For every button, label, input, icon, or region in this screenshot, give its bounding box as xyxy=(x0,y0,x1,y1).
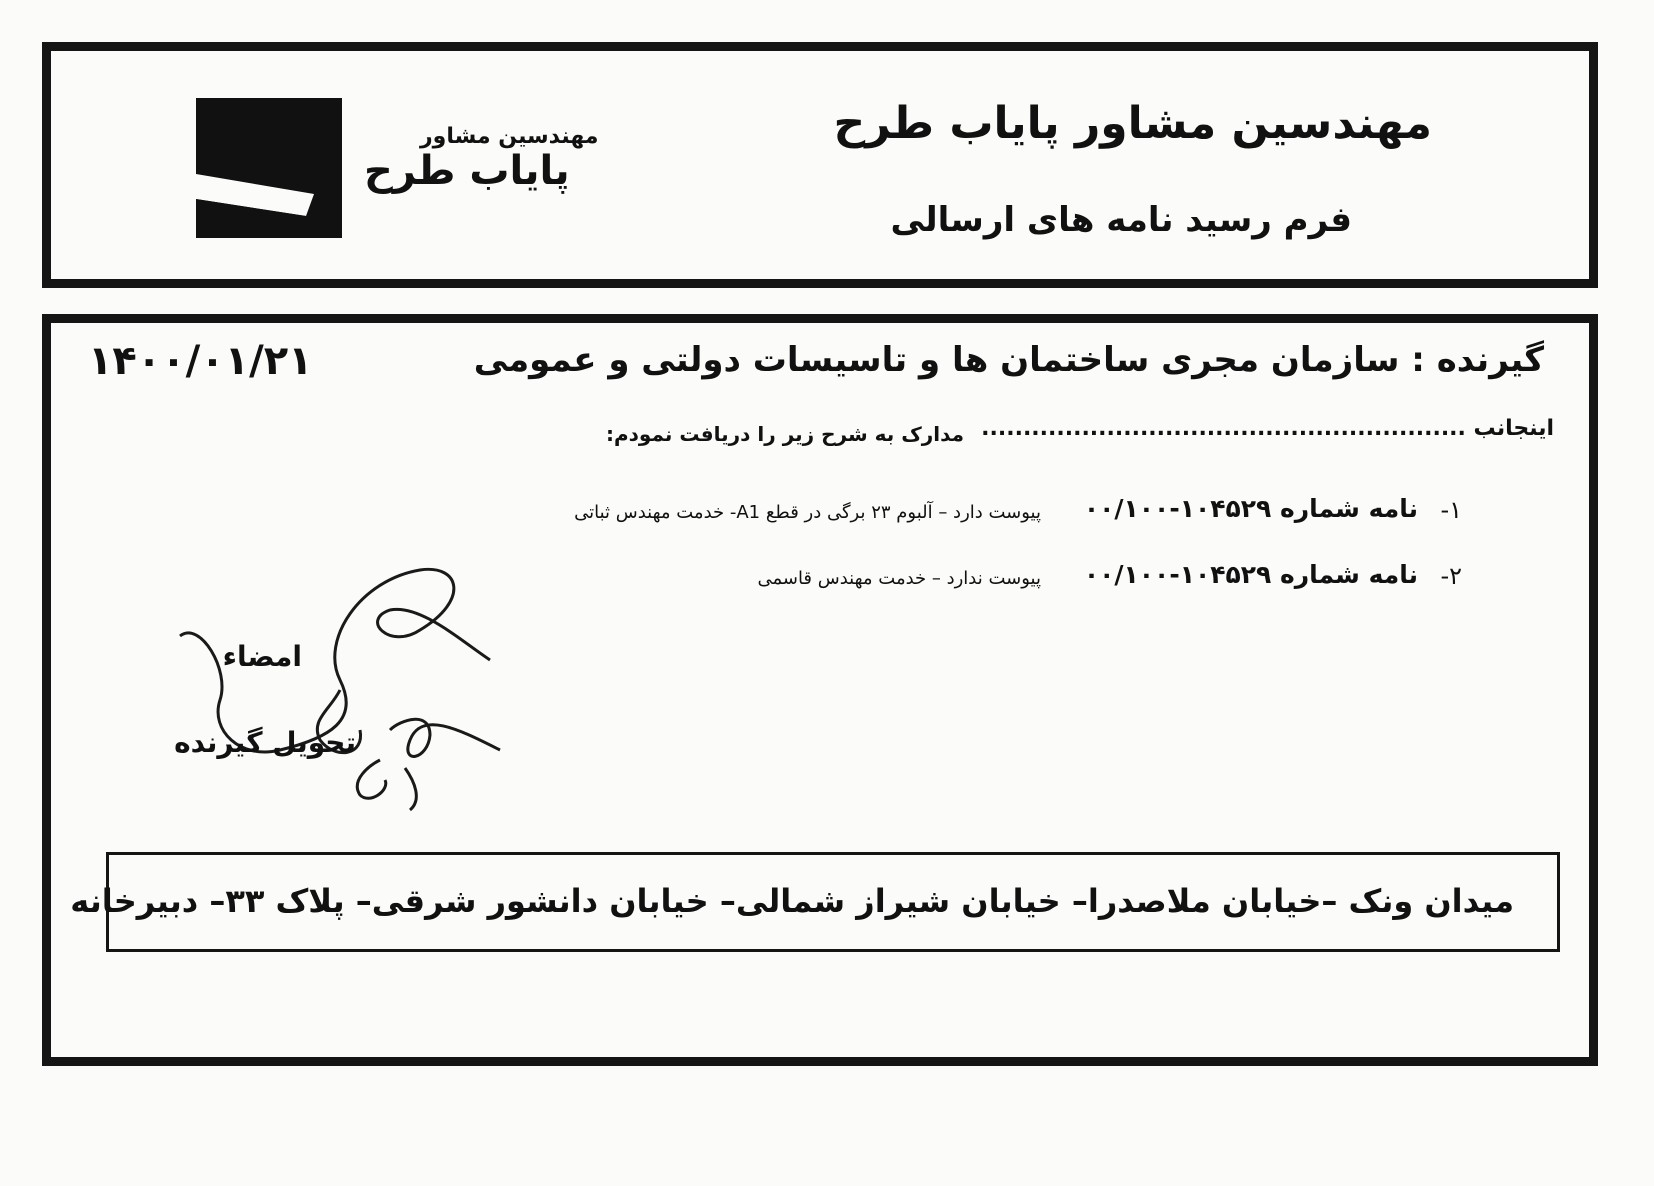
company-name: مهندسین مشاور پایاب طرح xyxy=(833,98,1432,149)
logo-text-line1: مهندسین مشاور xyxy=(420,124,599,149)
item-desc-2: پیوست ندارد – خدمت مهندس قاسمی xyxy=(757,568,1041,589)
recipient-line: گیرنده : سازمان مجری ساختمان ها و تاسیسات دولتی و عمومی xyxy=(473,340,1544,380)
receiver-label: تحویل گیرنده xyxy=(174,726,356,759)
form-title: فرم رسید نامه های ارسالی xyxy=(890,200,1352,240)
handwritten-signature-icon xyxy=(160,560,560,860)
item-letter-1: نامه شماره ۱۰۴۵۲۹-۰۰/۱۰۰ xyxy=(1083,494,1418,523)
item-index-1: ۱- xyxy=(1440,496,1462,524)
item-index-2: ۲- xyxy=(1440,562,1462,590)
item-letter-2: نامه شماره ۱۰۴۵۲۹-۰۰/۱۰۰ xyxy=(1083,560,1418,589)
address-text: میدان ونک –خیابان ملاصدرا– خیابان شیراز شمالی– خیابان دانشور شرقی– پلاک ۳۳– دبیرخانه xyxy=(70,882,1514,920)
date-value: ۱۴۰۰/۰۱/۲۱ xyxy=(88,338,313,384)
logo-text-line2: پایاب طرح xyxy=(364,148,570,194)
signature-label: امضاء xyxy=(222,640,302,673)
logo-mark-icon xyxy=(196,98,342,238)
statement-end: مدارک به شرح زیر را دریافت نمودم: xyxy=(606,422,964,446)
item-desc-1: پیوست دارد – آلبوم ۲۳ برگی در قطع A1- خدمت مهندس ثباتی xyxy=(574,502,1041,523)
statement-start: اینجانب .......................................................... xyxy=(981,416,1554,441)
